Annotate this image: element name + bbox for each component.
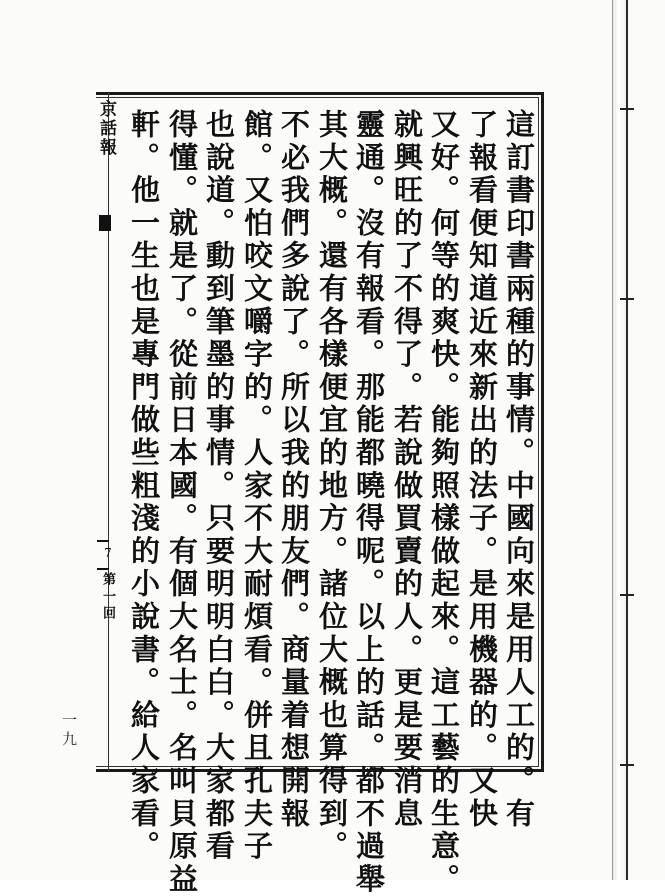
edge-tick <box>620 108 634 110</box>
text-column: 不必我們多說了。所以我的朋友們。商量着想開報 <box>277 109 311 831</box>
gutter-bar <box>97 540 109 542</box>
text-column: 館。又怕咬文嚼字的。人家不大耐煩看。併且孔夫子 <box>240 109 274 864</box>
running-head-title: 京話報 <box>96 100 116 157</box>
text-column: 其大概。還有各樣便宜的地方。諸位大概也算得到。 <box>315 109 349 864</box>
text-column: 也說道。動到筆墨的事情。只要明明白白。大家都看 <box>202 109 236 864</box>
edge-tick <box>620 764 634 766</box>
binding-edge <box>612 0 627 880</box>
text-column: 又好。何等的爽快。能夠照樣做起來。這工藝的生意。 <box>427 109 461 896</box>
text-column: 了報看便知道近來新出的法子。是用機器的。又快 <box>465 109 499 831</box>
text-column: 軒。他一生也是專門做些粗淺的小說書。給人家看。 <box>127 109 161 864</box>
binding-edge-line <box>626 0 628 880</box>
text-column: 這訂書印書兩種的事情。中國向來是用人工的。有 <box>502 109 536 831</box>
gutter-block-mark <box>99 215 111 231</box>
running-head-page-mark: 7 <box>101 546 115 560</box>
gutter-bar <box>97 568 109 570</box>
text-column: 靈通。沒有報看。那能都曉得呢。以上的話。都不過舉 <box>352 109 386 896</box>
edge-tick <box>620 298 634 300</box>
running-head-chapter: 第一回 <box>100 572 115 623</box>
text-column: 就興旺的了不得了。若說做買賣的人。更是要消息 <box>390 109 424 831</box>
edge-tick <box>620 594 634 596</box>
page-number: 一九 <box>60 712 78 750</box>
text-column: 得懂。就是了。從前日本國。有個大名士。名叫貝原益 <box>165 109 199 896</box>
